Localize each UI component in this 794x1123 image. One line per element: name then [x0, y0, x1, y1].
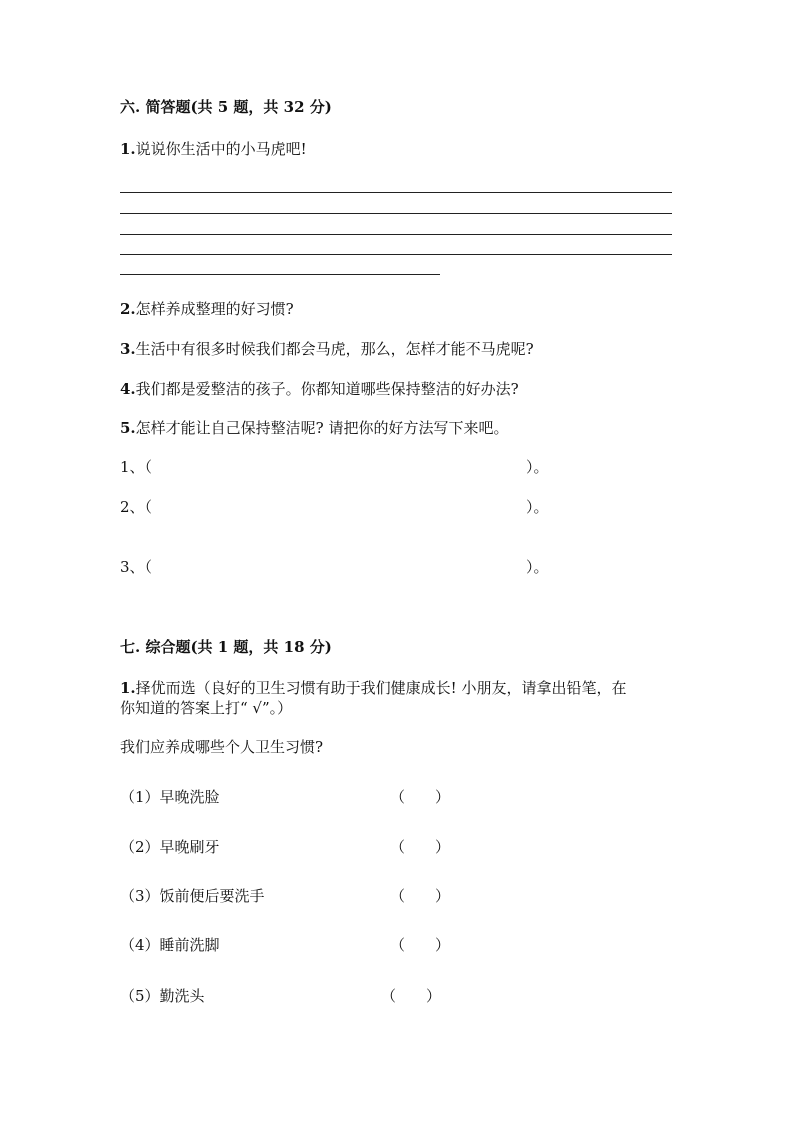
option-answer-4[interactable]: （ ）: [390, 936, 451, 954]
question-number: 5.: [120, 419, 136, 437]
fill-item-3-open: 3、（: [120, 558, 153, 576]
question-6-4: [120, 378, 519, 399]
fill-item-2-open: 2、（: [120, 498, 153, 516]
option-answer-2[interactable]: （ ）: [390, 838, 451, 856]
fill-item-3-close: ）。: [526, 558, 549, 576]
option-label-2: （2）早晚刷牙: [120, 838, 220, 856]
question-text: 怎样才能让自己保持整洁呢? 请把你的好方法写下来吧。: [135, 419, 509, 437]
answer-line-4[interactable]: [120, 254, 672, 255]
question-6-1: [120, 138, 307, 159]
question-text: 说说你生活中的小马虎吧!: [135, 140, 307, 158]
answer-line-2[interactable]: [120, 213, 672, 214]
question-number: 1.: [120, 679, 136, 697]
question-6-2: [120, 298, 294, 319]
option-label-1: （1）早晚洗脸: [120, 788, 220, 806]
question-text: 择优而选（良好的卫生习惯有助于我们健康成长! 小朋友，请拿出铅笔，在: [135, 679, 627, 697]
option-label-4: （4）睡前洗脚: [120, 936, 220, 954]
question-text: 我们都是爱整洁的孩子。你都知道哪些保持整洁的好办法?: [135, 380, 519, 398]
section-6-title: 六. 简答题(共 5 题，共 32 分): [120, 98, 332, 116]
answer-line-3[interactable]: [120, 234, 672, 235]
fill-item-1-open: 1、（: [120, 458, 153, 476]
question-6-3: [120, 338, 534, 359]
question-text: 生活中有很多时候我们都会马虎，那么，怎样才能不马虎呢?: [135, 340, 534, 358]
fill-item-1-close: ）。: [526, 458, 549, 476]
answer-line-5[interactable]: [120, 274, 440, 275]
question-number: 4.: [120, 380, 136, 398]
question-number: 3.: [120, 340, 136, 358]
answer-line-1[interactable]: [120, 192, 672, 193]
option-answer-1[interactable]: （ ）: [390, 788, 451, 806]
fill-item-2-close: ）。: [526, 498, 549, 516]
question-number: 1.: [120, 140, 136, 158]
question-text: 怎样养成整理的好习惯?: [135, 300, 294, 318]
option-label-3: （3）饭前便后要洗手: [120, 887, 265, 905]
option-label-5: （5）勤洗头: [120, 987, 205, 1005]
option-answer-3[interactable]: （ ）: [390, 887, 451, 905]
question-6-5: [120, 417, 509, 438]
question-prompt: 我们应养成哪些个人卫生习惯?: [120, 738, 324, 756]
question-7-1-line1: [120, 677, 626, 698]
section-7-title: 七. 综合题(共 1 题，共 18 分): [120, 638, 332, 656]
question-number: 2.: [120, 300, 136, 318]
question-7-1-line2: 你知道的答案上打“ √”。）: [120, 699, 293, 717]
option-answer-5[interactable]: （ ）: [381, 987, 442, 1005]
